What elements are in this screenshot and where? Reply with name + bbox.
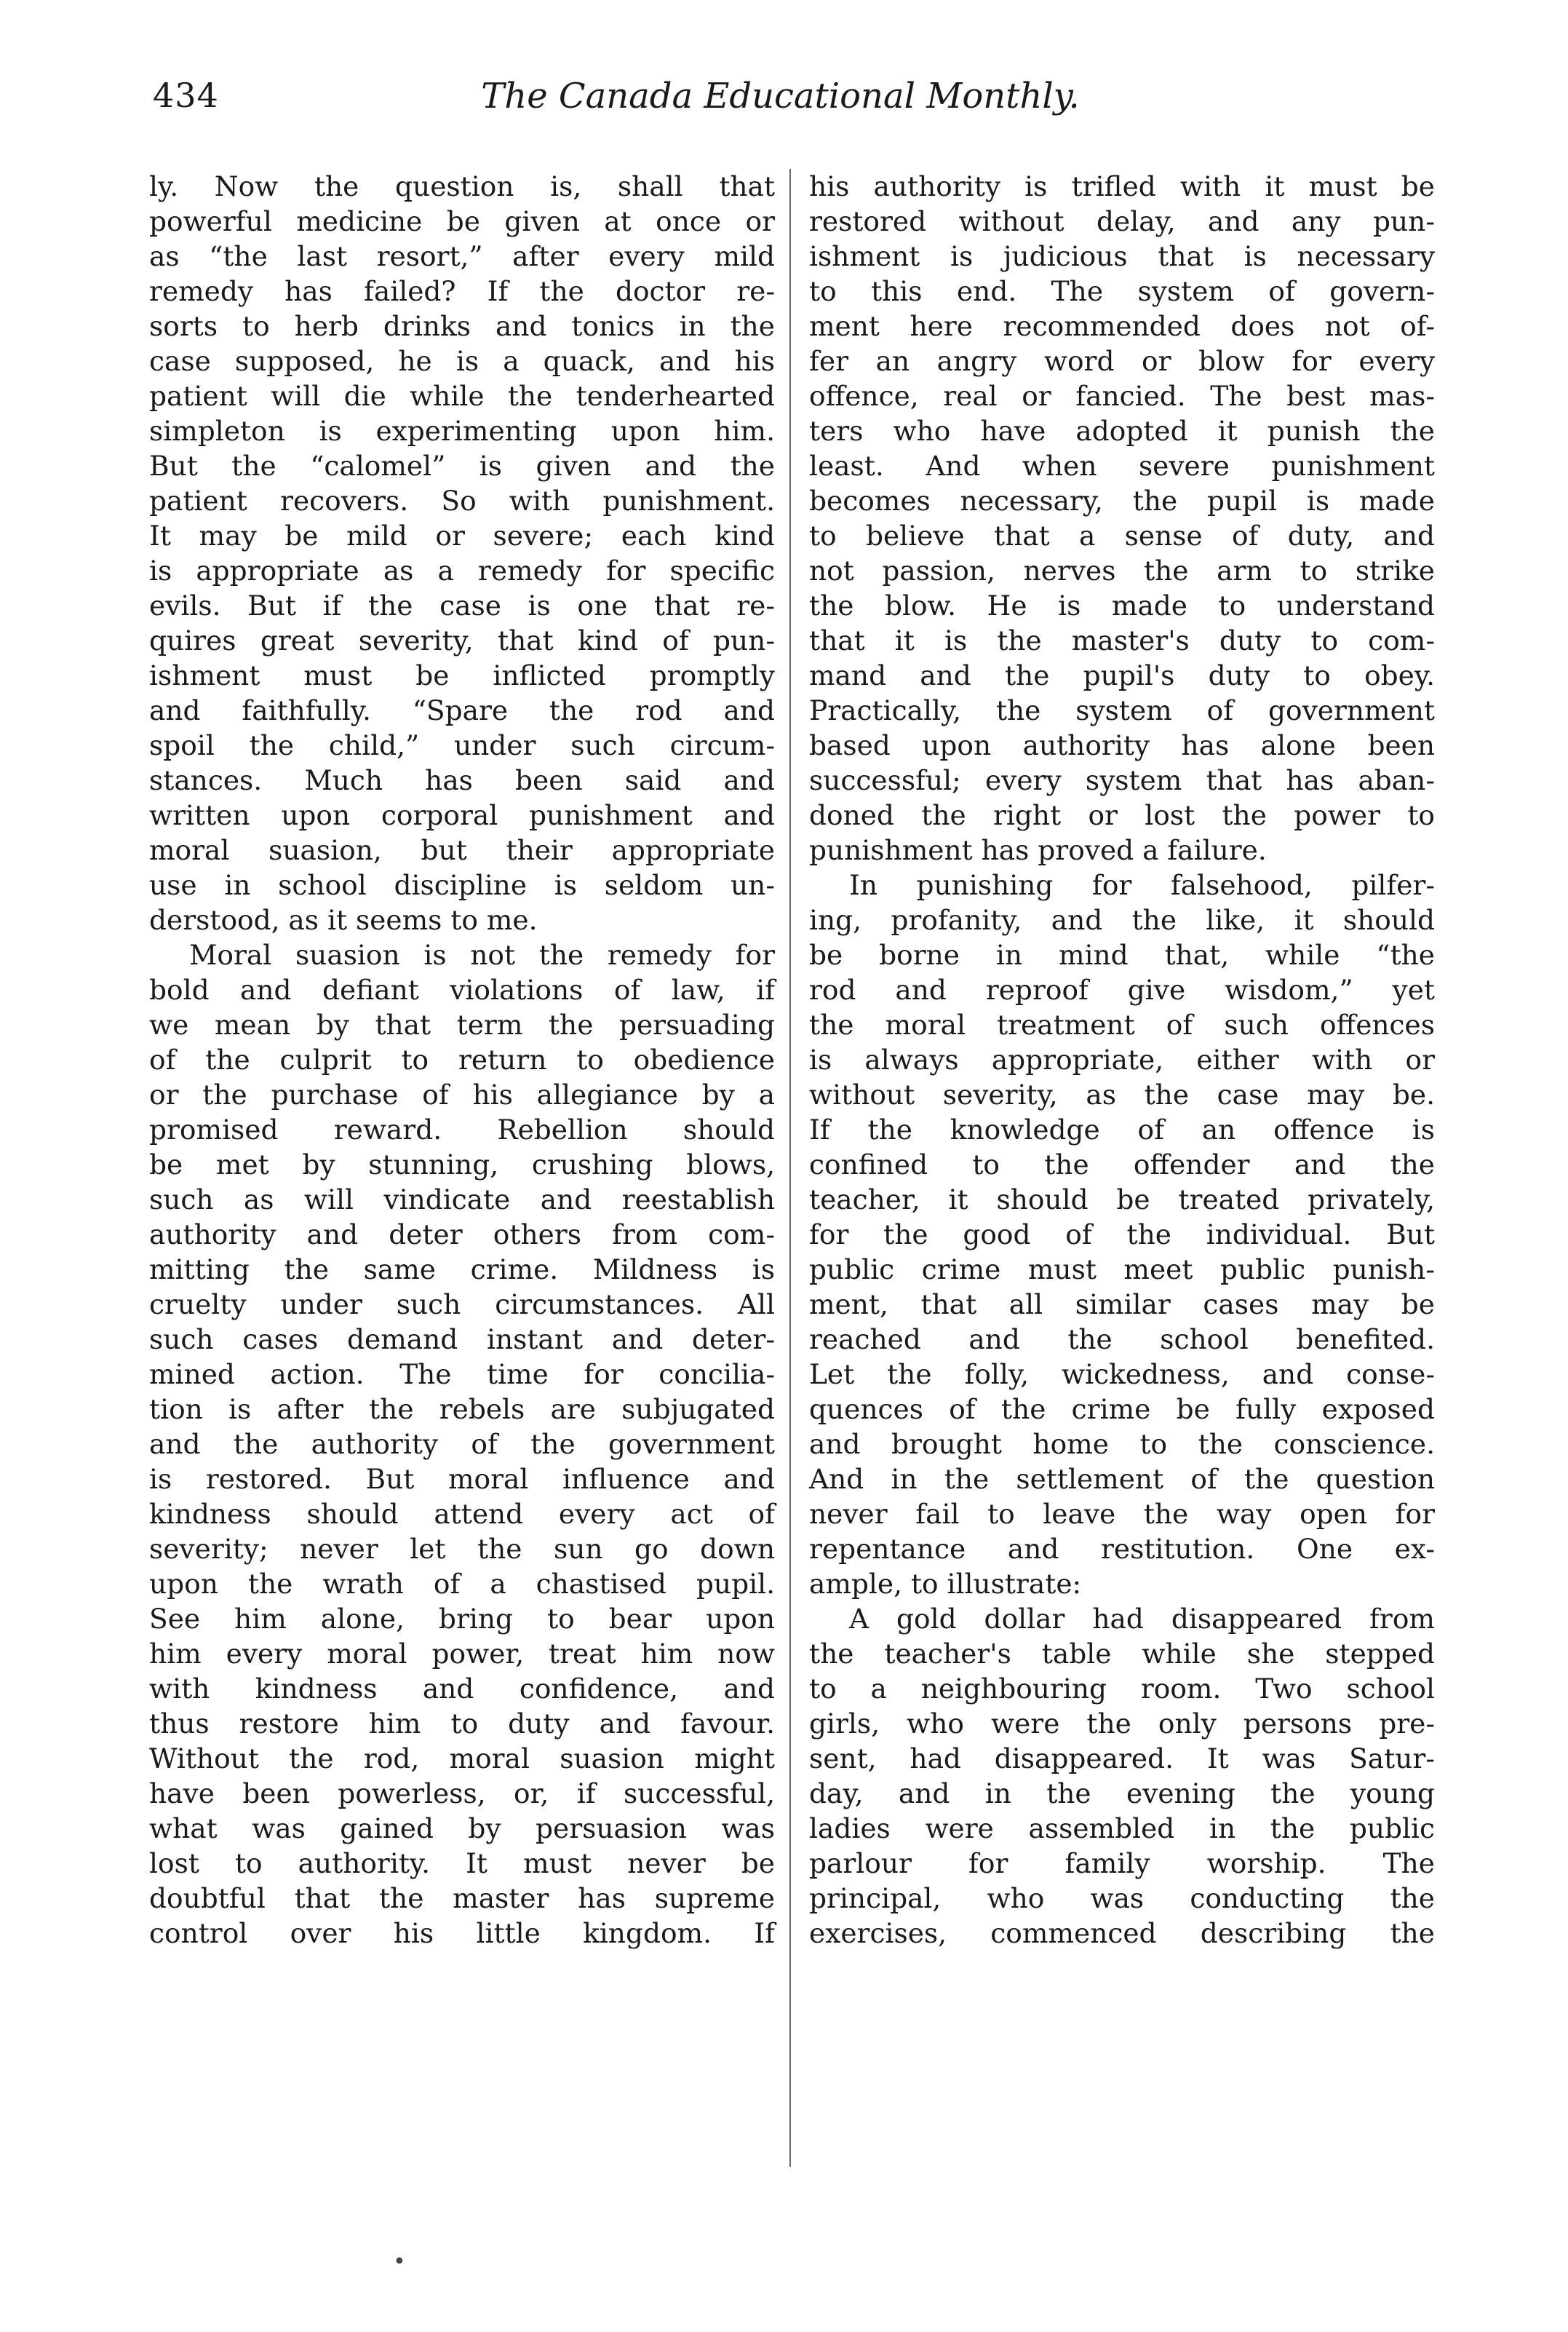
text-line: girls, who were the only persons pre- [809,1708,1435,1740]
text-line: doned the right or lost the power to [809,799,1435,831]
text-line: powerful medicine be given at once or [149,205,775,237]
text-line: ters who have adopted it punish the [809,415,1435,447]
text-line: the moral treatment of such offences [809,1009,1435,1041]
text-line: punishment has proved a failure. [809,834,1267,866]
text-line: simpleton is experimenting upon him. [149,415,775,447]
text-line: severity; never let the sun go down [149,1533,775,1565]
text-line: and brought home to the conscience. [809,1428,1435,1460]
text-line: Without the rod, moral suasion might [149,1742,775,1774]
text-line: use in school discipline is seldom un- [149,869,775,901]
text-line: fer an angry word or blow for every [809,345,1435,377]
text-line: that it is the master's duty to com- [809,624,1435,657]
text-line: is appropriate as a remedy for specific [149,555,775,587]
text-line: we mean by that term the persuading [149,1009,775,1041]
text-line: upon the wrath of a chastised pupil. [149,1568,775,1600]
text-line: spoil the child,” under such circum- [149,729,775,761]
text-line: as “the last resort,” after every mild [149,240,775,272]
text-line: is restored. But moral influence and [149,1463,775,1495]
text-line: the teacher's table while she stepped [809,1638,1435,1670]
text-line: derstood, as it seems to me. [149,904,538,936]
text-line: See him alone, bring to bear upon [149,1603,775,1635]
text-line: based upon authority has alone been [809,729,1435,761]
text-line: sorts to herb drinks and tonics in the [149,310,775,342]
text-line: to this end. The system of govern- [809,275,1435,307]
text-line: is always appropriate, either with or [809,1044,1435,1076]
text-line: offence, real or fancied. The best mas- [809,380,1435,412]
text-line: ample, to illustrate: [809,1568,1082,1600]
text-line: mand and the pupil's duty to obey. [809,659,1435,691]
text-line: mined action. The time for concilia- [149,1358,775,1390]
text-line: bold and defiant violations of law, if [149,974,775,1006]
printer-mark: • [393,2249,406,2275]
text-line: what was gained by persuasion was [149,1812,775,1844]
text-line: not passion, nerves the arm to strike [809,555,1435,587]
text-line: promised reward. Rebellion should [149,1114,775,1146]
text-line: stances. Much has been said and [149,764,775,796]
right-column [809,169,1435,1951]
text-line: mitting the same crime. Mildness is [149,1253,775,1285]
text-line: ment here recommended does not of- [809,310,1435,342]
text-line: or the purchase of his allegiance by a [149,1079,775,1111]
text-line: remedy has failed? If the doctor re- [149,275,775,307]
text-line: A gold dollar had disappeared from [849,1603,1435,1635]
text-line: public crime must meet public punish- [809,1253,1435,1285]
text-line: cruelty under such circumstances. All [149,1288,775,1320]
text-line: tion is after the rebels are subjugated [149,1393,775,1425]
text-line: kindness should attend every act of [149,1498,775,1530]
text-line: If the knowledge of an offence is [809,1114,1435,1146]
text-line: sent, had disappeared. It was Satur- [809,1742,1435,1774]
text-line: such as will vindicate and reestablish [149,1183,775,1215]
text-line: repentance and restitution. One ex- [809,1533,1435,1565]
text-line: Moral suasion is not the remedy for [189,939,775,971]
text-line: doubtful that the master has supreme [149,1882,775,1914]
text-line: quires great severity, that kind of pun- [149,624,775,657]
text-line: ment, that all similar cases may be [809,1288,1435,1320]
text-line: least. And when severe punishment [809,450,1435,482]
text-line: ly. Now the question is, shall that [149,170,775,202]
text-line: confined to the offender and the [809,1149,1435,1181]
text-line: And in the settlement of the question [809,1463,1435,1495]
text-line: and the authority of the government [149,1428,775,1460]
text-line: teacher, it should be treated privately, [809,1183,1435,1215]
text-line: such cases demand instant and deter- [149,1323,775,1355]
text-line: quences of the crime be fully exposed [809,1393,1435,1425]
text-line: be borne in mind that, while “the [809,939,1435,971]
text-line: be met by stunning, crushing blows, [149,1149,775,1181]
text-line: restored without delay, and any pun- [809,205,1435,237]
text-line: authority and deter others from com- [149,1218,775,1250]
page-number: 434 [153,76,219,115]
text-line: successful; every system that has aban- [809,764,1435,796]
text-line: In punishing for falsehood, pilfer- [849,869,1435,901]
text-line: ishment must be inflicted promptly [149,659,775,691]
text-line: control over his little kingdom. If [149,1917,775,1949]
text-line: to believe that a sense of duty, and [809,520,1435,552]
text-line: Practically, the system of government [809,694,1435,726]
text-line: of the culprit to return to obedience [149,1044,775,1076]
text-line: parlour for family worship. The [809,1847,1435,1879]
text-line: ladies were assembled in the public [809,1812,1435,1844]
text-line: with kindness and confidence, and [149,1673,775,1705]
text-line: without severity, as the case may be. [809,1079,1435,1111]
text-line: for the good of the individual. But [809,1218,1435,1250]
text-line: evils. But if the case is one that re- [149,590,775,622]
text-line: But the “calomel” is given and the [149,450,775,482]
text-line: him every moral power, treat him now [149,1638,775,1670]
text-line: have been powerless, or, if successful, [149,1777,775,1809]
text-line: principal, who was conducting the [809,1882,1435,1914]
text-line: ishment is judicious that is necessary [809,240,1435,272]
text-line: reached and the school benefited. [809,1323,1435,1355]
column-divider [789,169,791,2167]
text-line: his authority is trifled with it must be [809,170,1435,202]
page-header [153,76,1408,134]
text-line: never fail to leave the way open for [809,1498,1435,1530]
text-line: the blow. He is made to understand [809,590,1435,622]
text-line: ing, profanity, and the like, it should [809,904,1435,936]
text-line: patient recovers. So with punishment. [149,485,775,517]
text-line: Let the folly, wickedness, and conse- [809,1358,1435,1390]
text-line: rod and reproof give wisdom,” yet [809,974,1435,1006]
text-line: patient will die while the tenderhearted [149,380,775,412]
text-line: becomes necessary, the pupil is made [809,485,1435,517]
text-line: lost to authority. It must never be [149,1847,775,1879]
text-line: and faithfully. “Spare the rod and [149,694,775,726]
left-column [149,169,775,1951]
text-line: moral suasion, but their appropriate [149,834,775,866]
text-line: exercises, commenced describing the [809,1917,1435,1949]
running-title: The Canada Educational Monthly. [481,76,1080,116]
text-line: day, and in the evening the young [809,1777,1435,1809]
text-line: It may be mild or severe; each kind [149,520,775,552]
text-line: to a neighbouring room. Two school [809,1673,1435,1705]
text-line: thus restore him to duty and favour. [149,1708,775,1740]
text-line: written upon corporal punishment and [149,799,775,831]
text-line: case supposed, he is a quack, and his [149,345,775,377]
